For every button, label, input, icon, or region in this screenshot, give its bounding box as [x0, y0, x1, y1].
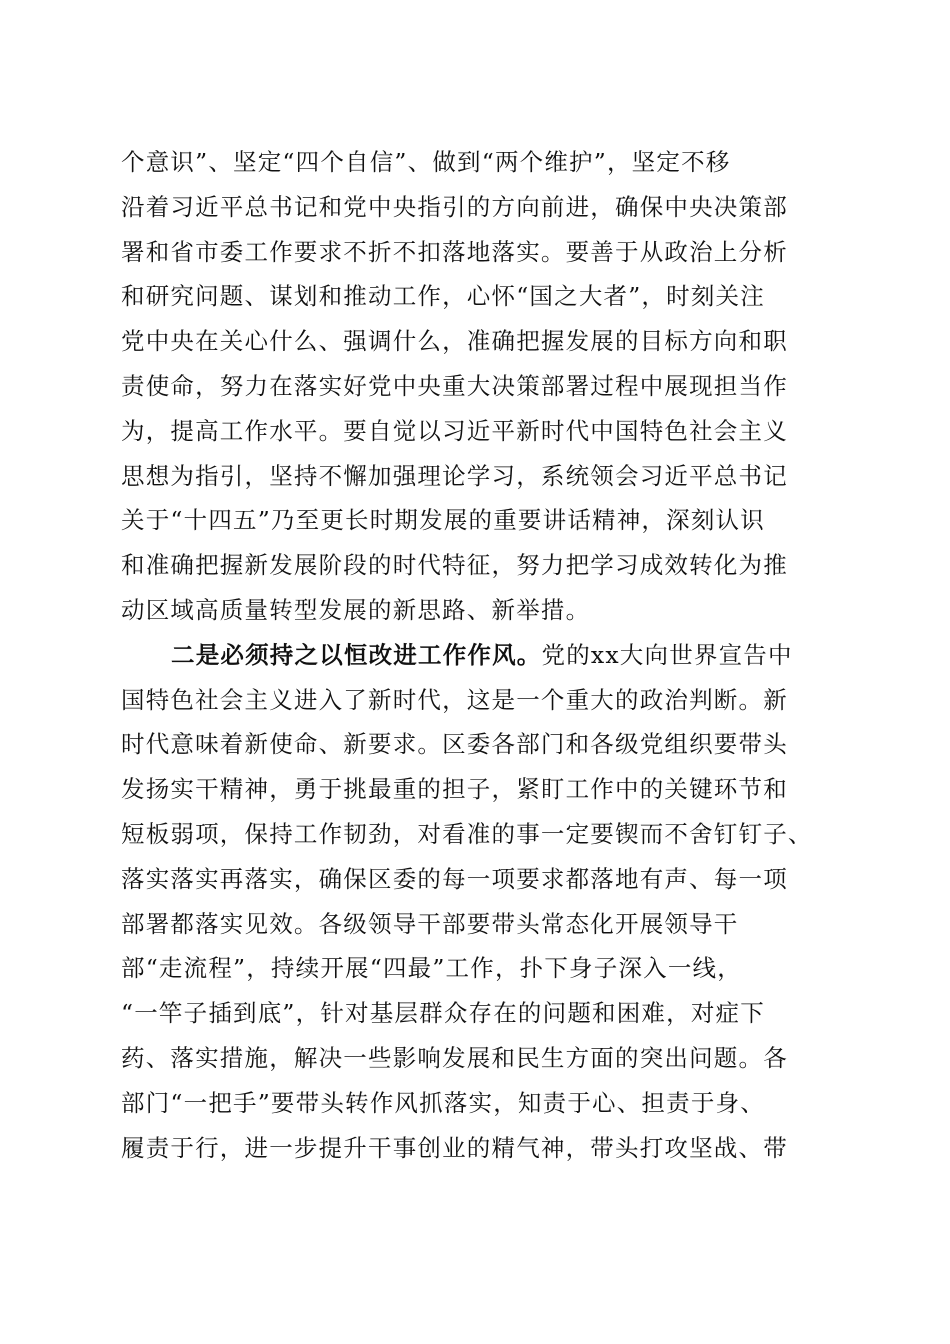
text-line: “一竿子插到底”，针对基层群众存在的问题和困难，对症下	[121, 999, 765, 1028]
text-line: 和准确把握新发展阶段的时代特征，努力把学习成效转化为推	[121, 551, 788, 580]
text-line: 部“走流程”，持续开展“四最”工作，扑下身子深入一线，	[121, 954, 742, 983]
text-line: 为，提高工作水平。要自觉以习近平新时代中国特色社会主义	[121, 416, 788, 445]
text-line: 药、落实措施，解决一些影响发展和民生方面的突出问题。各	[121, 1043, 788, 1072]
text-line: 党中央在关心什么、强调什么，准确把握发展的目标方向和职	[121, 327, 788, 356]
text-line: 时代意味着新使命、新要求。区委各部门和各级党组织要带头	[121, 730, 788, 759]
text-line: 个意识”、坚定“四个自信”、做到“两个维护”，坚定不移	[121, 148, 731, 176]
paragraph-2-first-line	[121, 633, 836, 678]
paragraph-2	[121, 633, 836, 1171]
text-line: 履责于行，进一步提升干事创业的精气神，带头打攻坚战、带	[121, 1133, 788, 1162]
text-line: 落实落实再落实，确保区委的每一项要求都落地有声、每一项	[121, 864, 788, 893]
paragraph-2-first-line-text: 党的xx大向世界宣告中	[541, 640, 793, 669]
text-line: 发扬实干精神，勇于挑最重的担子，紧盯工作中的关键环节和	[121, 775, 788, 804]
text-line: 部署都落实见效。各级领导干部要带头常态化开展领导干	[121, 909, 739, 938]
text-line: 署和省市委工作要求不折不扣落地落实。要善于从政治上分析	[121, 237, 788, 266]
text-line: 短板弱项，保持工作韧劲，对看准的事一定要锲而不舍钉钉子、	[121, 819, 813, 848]
text-line: 动区域高质量转型发展的新思路、新举措。	[121, 595, 591, 624]
paragraph-1	[121, 140, 836, 633]
body-text	[121, 140, 836, 1170]
text-line: 关于“十四五”乃至更长时期发展的重要讲话精神，深刻认识	[121, 506, 765, 535]
text-line: 和研究问题、谋划和推动工作，心怀“国之大者”，时刻关注	[121, 282, 765, 311]
text-line: 国特色社会主义进入了新时代，这是一个重大的政治判断。新	[121, 685, 788, 714]
text-line: 思想为指引，坚持不懈加强理论学习，系统领会习近平总书记	[121, 461, 788, 490]
text-line: 责使命，努力在落实好党中央重大决策部署过程中展现担当作	[121, 371, 788, 400]
text-line: 部门“一把手”要带头转作风抓落实，知责于心、担责于身、	[121, 1088, 765, 1117]
paragraph-heading: 二是必须持之以恒改进工作作风。	[171, 640, 542, 669]
text-line: 沿着习近平总书记和党中央指引的方向前进，确保中央决策部	[121, 192, 788, 221]
